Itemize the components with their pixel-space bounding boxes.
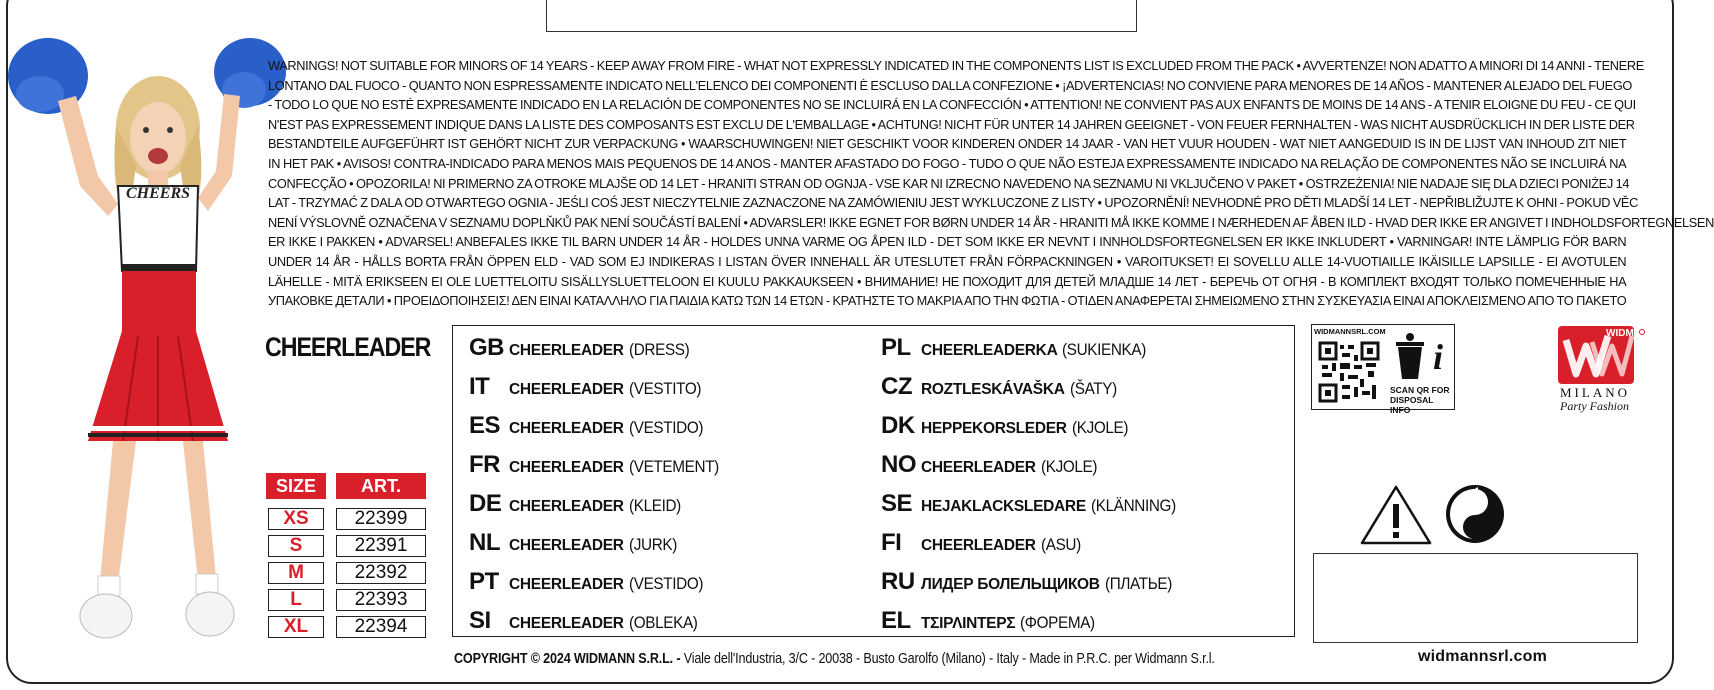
costume-desc: (SUKIENKA) xyxy=(1062,340,1147,359)
svg-text:i: i xyxy=(1432,337,1444,377)
language-code: PL xyxy=(881,334,911,361)
language-code: IT xyxy=(469,373,490,400)
translation-row xyxy=(881,334,1156,360)
language-code: NO xyxy=(881,451,916,478)
translation-row xyxy=(469,568,711,594)
costume-name: ΤΣΙΡΛΙΝΤΕΡΣ xyxy=(921,615,1016,632)
language-code: DK xyxy=(881,412,915,439)
translation-row xyxy=(469,451,729,477)
costume-name: CHEERLEADER xyxy=(509,459,624,476)
translation-row xyxy=(469,529,682,555)
warning-line: UNDER 14 ÅR - HÅLLS BORTA FRÅN ÖPPEN ELD - VAD SOM EJ INDIKERAS I LISTAN ÖVER INNEHALL ÄR UTESLUTET FRÅN FÖRPACKNINGEN • VAROITUKSET! EI SOVELLU ALLE 14-VUOTIAILLE IKÄISILLE LAPSILLE - EI AVOTULEN xyxy=(268,253,1627,269)
warnings-text xyxy=(268,56,1714,311)
costume-name: CHEERLEADER xyxy=(509,381,624,398)
costume-desc: (ПЛАТЬЕ) xyxy=(1104,574,1172,593)
warning-line: - TODO LO QUE NO ESTÉ EXPRESAMENTE INDICADO EN LA RELACIÓN DE COMPONENTES NO SE INCLUIRÁ EN LA CONFECCIÓN • ATTENTION! NE CONVIENT PAS AUX ENFANTS DE MOINS DE 14 ANS - A TENIR ELOIGNE DU FEU - CE QUI xyxy=(268,97,1636,113)
brand-city: MILANO xyxy=(1560,385,1630,400)
translation-row xyxy=(469,334,696,360)
costume-name: CHEERLEADER xyxy=(509,498,624,515)
costume-desc: (VETEMENT) xyxy=(628,457,719,476)
costume-name: HEJAKLACKSLEDARE xyxy=(921,498,1086,515)
language-code: ES xyxy=(469,412,501,439)
warning-line: CONFECÇÃO • OPOZORILA! NI PRIMERNO ZA OTROKE MLAJŠE OD 14 LET - HRANITI STRAN OD OGNJA - VSE KAR NI IZRECNO NAVEDENO NA SEZNAMU NI VKLJUČENO V PAKET • OSTRZEŻENIA! NIE NADAJE SIĘ DLA DZIECI PONIŻEJ 14 xyxy=(268,175,1630,191)
costume-desc: (KLÄNNING) xyxy=(1090,496,1176,515)
translation-row xyxy=(881,529,1085,555)
blank-label-box xyxy=(1313,553,1638,643)
costume-desc: (KLEID) xyxy=(628,496,681,515)
warning-line: LAT - TRZYMAĆ Z DALA OD OTWARTEGO OGNIA - JEŚLI COŚ JEST NIECZYTELNIE ZAZNACZONE NA ZAMÓWIENIU JEST WYKLUCZONE Z LISTY • UPOZORNĚNÍ! NEVHODNÉ PRO DĚTI MLADŠÍ 14 LET - NEPŘIBLIŽUJTE K OHNI - POKUD VĚC xyxy=(268,195,1638,211)
costume-name: CHEERLEADER xyxy=(509,342,624,359)
warning-line: LÄHELLE - MITÄ ERIKSEEN EI OLE LUETTELOITU SISÄLLYSLUETTELOON EI KUULU PAKKAUKSEEN • ВНИМАНИЕ! НЕ ПОХОДИТ ДЛЯ ДЕТЕЙ МЛАДШЕ 14 ЛЕТ - БЕРЕЧЬ ОТ ОГНЯ - В КОМПЛЕКТ ВХОДЯТ ТОЛЬКО ПОМЕЧЕННЫЕ НА xyxy=(268,273,1627,289)
warning-line: N'EST PAS EXPRESSEMENT INDIQUE DANS LA LISTE DES COMPOSANTS EST EXCLU DE L'EMBALLAGE • ACHTUNG! NICHT FÜR UNTER 14 JAHREN GEEIGNET - VON FEUER FERNHALTEN - WAS NICHT AUSDRÜCKLICH IN DER LISTE DER xyxy=(268,116,1635,132)
warning-line: ER IKKE I PAKKEN • ADVARSEL! ANBEFALES IKKE TIL BARN UNDER 14 ÅR - HOLDES UNNA VARME OG ÅPEN ILD - DET SOM IKKE ER NEVNT I INNHOLDSFORTEGNELSEN ER IKKE INKLUDERT • VARNINGAR! INTE LÄMPLIG FÖR BARN xyxy=(268,234,1627,250)
size-cell: M xyxy=(268,562,324,584)
warning-triangle-icon xyxy=(1360,484,1432,546)
language-code: RU xyxy=(881,568,915,595)
art-header: ART. xyxy=(336,473,426,499)
language-code: GB xyxy=(469,334,504,361)
translation-row xyxy=(881,373,1122,399)
costume-name: CHEERLEADER xyxy=(509,420,624,437)
product-name: CHEERLEADER xyxy=(265,332,431,362)
language-code: EL xyxy=(881,607,911,634)
translation-row xyxy=(469,373,709,399)
costume-desc: (ŠATY) xyxy=(1069,379,1117,398)
brand-tagline: Party Fashion xyxy=(1560,399,1629,413)
qr-caption xyxy=(1390,385,1454,415)
language-code: DE xyxy=(469,490,502,517)
costume-name: CHEERLEADER xyxy=(921,459,1036,476)
copyright-line xyxy=(454,650,1215,667)
art-cell: 22399 xyxy=(336,508,426,530)
language-code: FR xyxy=(469,451,500,478)
translation-row xyxy=(469,412,711,438)
costume-desc: (VESTITO) xyxy=(628,379,701,398)
costume-desc: (JURK) xyxy=(628,535,677,554)
costume-name: ROZTLESKÁVAŠKA xyxy=(921,381,1065,398)
translation-row xyxy=(881,568,1179,594)
translations-box xyxy=(452,325,1295,637)
qr-code-icon[interactable] xyxy=(1318,341,1380,403)
costume-name: CHEERLEADERKA xyxy=(921,342,1058,359)
costume-name: HEPPEKORSLEDER xyxy=(921,420,1067,437)
qr-caption-line: DISPOSAL INFO xyxy=(1390,395,1434,415)
copyright-bold: COPYRIGHT © 2024 WIDMANN S.R.L. - xyxy=(454,650,684,667)
costume-name: CHEERLEADER xyxy=(509,615,624,632)
language-code: FI xyxy=(881,529,902,556)
warning-line: IN HET PAK • AVISOS! CONTRA-INDICADO PARA MENOS MAIS PEQUENOS DE 14 ANOS - MANTER AFASTADO DO FOGO - TUDO O QUE NÃO ESTEJA EXPRESSAMENTE INDICADO NA RELAÇÃO DE COMPONENTES NÃO SE INCLUIRÁ NA xyxy=(268,155,1627,171)
warning-line: LONTANO DAL FUOCO - QUANTO NON ESPRESSAMENTE INDICATO NELL'ELENCO DEI COMPONENTI È ESCLUSO DALLA CONFEZIONE • ¡ADVERTENCIAS! NO CONVIENE PARA MENORES DE 14 AÑOS - MANTENER ALEJADO DEL FUEGO xyxy=(268,77,1633,93)
costume-name: ЛИДЕР БОЛЕЛЬЩИКОВ xyxy=(921,576,1100,593)
size-cell: L xyxy=(268,589,324,611)
website-link[interactable]: widmannsrl.com xyxy=(1418,648,1548,665)
costume-desc: (KJOLE) xyxy=(1071,418,1128,437)
shirt-text: CHEERS xyxy=(125,185,191,202)
green-dot-recycle-icon xyxy=(1444,483,1506,545)
costume-name: CHEERLEADER xyxy=(509,537,624,554)
costume-name: CHEERLEADER xyxy=(509,576,624,593)
cheerleader-figure xyxy=(18,46,268,666)
translation-row xyxy=(469,607,705,633)
art-cell: 22394 xyxy=(336,616,426,638)
qr-label: WIDMANNSRL.COM xyxy=(1314,327,1386,336)
costume-desc: (VESTIDO) xyxy=(628,418,703,437)
language-code: SE xyxy=(881,490,913,517)
warning-line: BESTANDTEILE AUFGEFÜHRT IST GEHÖRT NICHT ZUR VERPACKUNG • WAARSCHUWINGEN! NIET GESCHIKT VOOR KINDEREN ONDER 14 JAAR - VAN HET VUUR HOUDEN - WAT NIET AANGEDUID IS IN DE LIJST VAN INHOUD ZIT NIET xyxy=(268,136,1627,152)
disposal-info-icon xyxy=(1392,329,1450,383)
qr-caption-line: SCAN QR FOR xyxy=(1390,385,1450,395)
costume-desc: (VESTIDO) xyxy=(628,574,703,593)
warning-line: NENÍ VÝSLOVNĚ OZNAČENA V SEZNAMU DOPLŇKŮ PAK NENÍ SOUČÁSTÍ BALENÍ • ADVARSLER! IKKE EGNET FOR BØRN UNDER 14 ÅR - HRANITI MÅ IKKE KOMME I NÆRHEDEN AF ÅBEN ILD - HVAD DER IKKE ER ANGIVET I INDHOLDSFORTEGNELSEN xyxy=(268,214,1714,230)
translation-row xyxy=(881,412,1134,438)
qr-disposal-block xyxy=(1311,324,1455,415)
size-cell: S xyxy=(268,535,324,557)
warning-line: WARNINGS! NOT SUITABLE FOR MINORS OF 14 YEARS - KEEP AWAY FROM FIRE - WHAT NOT EXPRESSLY INDICATED IN THE COMPONENTS LIST IS EXCLUDED FROM THE PACK • AVVERTENZE! NON ADATTO A MINORI DI 14 ANNI - TENERE xyxy=(268,58,1644,73)
language-code: NL xyxy=(469,529,500,556)
translation-row xyxy=(881,607,1103,633)
translation-row xyxy=(881,451,1103,477)
copyright-address: Viale dell'Industria, 3/C - 20038 - Busto Garolfo (Milano) - Italy - Made in P.R.C. per Widmann S.r.l. xyxy=(683,650,1215,667)
costume-name: CHEERLEADER xyxy=(921,537,1036,554)
costume-desc: (ΦΟΡΕΜΑ) xyxy=(1020,613,1096,632)
language-code: SI xyxy=(469,607,491,634)
size-cell: XL xyxy=(268,616,324,638)
language-code: CZ xyxy=(881,373,912,400)
brand-name: WIDMANN xyxy=(1606,328,1656,339)
language-code: PT xyxy=(469,568,499,595)
costume-desc: (DRESS) xyxy=(628,340,690,359)
size-cell: XS xyxy=(268,508,324,530)
translation-row xyxy=(881,490,1185,516)
warning-line: УПАКОВКЕ ДЕТАЛИ • ΠΡΟΕΙΔΟΠΟΙΗΣΕΙΣ! ΔΕΝ ΕΙΝΑΙ ΚΑΤΑΛΛΗΛΟ ΓΙΑ ΠΑΙΔΙΑ ΚΑΤΩ ΤΩΝ 14 ΕΤΩΝ - ΚΡΑΤΗΣΤΕ ΤΟ ΜΑΚΡΙΑ ΑΠΟ ΤΗΝ ΦΩΤΙΑ - ΟΤΙΔΕΝ ΑΝΑΦΕΡΕΤΑΙ ΣΗΜΕΙΩΜΕΝΟ ΣΤΗΝ ΣΥΣΚΕΥΑΣΙΑ ΕΙΝΑΙ ΑΠΟΚΛΕΙΣΜΕΝΟ ΑΠΟ ΤΟ ΠΑΚΕΤΟ xyxy=(268,293,1627,309)
art-cell: 22392 xyxy=(336,562,426,584)
art-cell: 22393 xyxy=(336,589,426,611)
top-empty-box xyxy=(546,0,1137,32)
costume-desc: (OBLEKA) xyxy=(628,613,698,632)
translation-row xyxy=(469,490,686,516)
costume-desc: (KJOLE) xyxy=(1040,457,1097,476)
costume-desc: (ASU) xyxy=(1040,535,1081,554)
size-header: SIZE xyxy=(266,473,326,499)
art-cell: 22391 xyxy=(336,535,426,557)
